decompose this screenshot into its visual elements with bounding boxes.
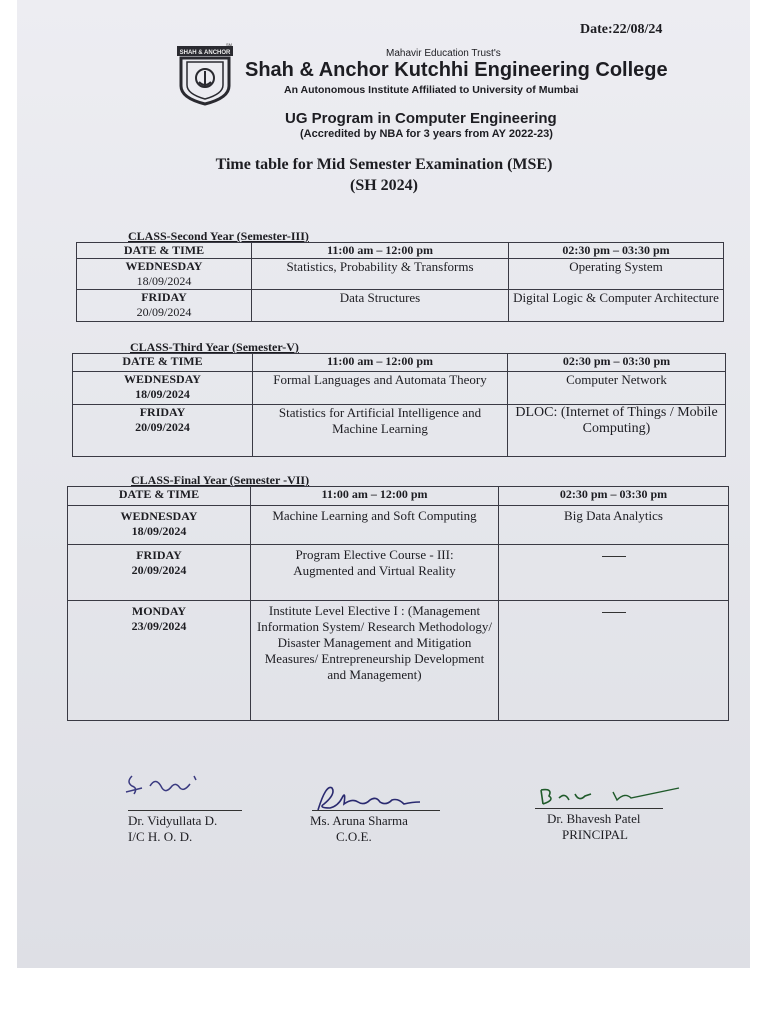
day-cell — [68, 545, 251, 601]
affiliation: An Autonomous Institute Affiliated to University of Mumbai — [284, 84, 579, 96]
signatory-name-coe: Ms. Aruna Sharma — [310, 813, 408, 828]
day-date: 20/09/2024 — [135, 420, 190, 434]
table-row — [73, 372, 726, 405]
slot-morning: Institute Level Elective I : (Management Information System/ Research Methodology/ Disaster Management and Mitigation Measures/ Entrepreneurship Development and Management) — [251, 601, 499, 721]
college-logo — [177, 42, 235, 106]
logo-tm: SM — [226, 42, 232, 47]
class-label-second-year: CLASS-Second Year (Semester-III) — [128, 229, 309, 243]
empty-dash — [602, 612, 626, 613]
class-label-third-year: CLASS-Third Year (Semester-V) — [130, 340, 299, 354]
header-slot-morning: 11:00 am – 12:00 pm — [253, 354, 508, 372]
day-name: FRIDAY — [136, 548, 182, 562]
slot-afternoon-empty — [499, 601, 729, 721]
signature-line-hod — [128, 810, 242, 811]
header-slot-afternoon: 02:30 pm – 03:30 pm — [508, 354, 726, 372]
day-date: 23/09/2024 — [131, 619, 187, 633]
header-slot-afternoon: 02:30 pm – 03:30 pm — [499, 487, 729, 506]
signatory-name-principal: Dr. Bhavesh Patel — [547, 811, 641, 826]
day-name: MONDAY — [131, 604, 187, 618]
signatory-name-hod: Dr. Vidyullata D. — [128, 813, 218, 828]
day-name: WEDNESDAY — [124, 372, 201, 386]
day-cell — [77, 290, 252, 322]
slot-morning: Statistics for Artificial Intelligence and Machine Learning — [253, 405, 508, 457]
day-cell — [73, 372, 253, 405]
slot-morning: Program Elective Course - III: Augmented and Virtual Reality — [251, 545, 499, 601]
header-date-time: DATE & TIME — [77, 243, 252, 259]
slot-afternoon: DLOC: (Internet of Things / Mobile Computing) — [508, 405, 726, 457]
table-row — [68, 506, 729, 545]
signatory-role-hod: I/C H. O. D. — [128, 829, 193, 844]
day-name: FRIDAY — [141, 290, 187, 304]
timetable-second-year — [76, 242, 724, 322]
slot-morning: Data Structures — [252, 290, 509, 322]
slot-afternoon: Big Data Analytics — [499, 506, 729, 545]
program-name: UG Program in Computer Engineering — [285, 110, 557, 127]
header-slot-afternoon: 02:30 pm – 03:30 pm — [509, 243, 724, 259]
header-date-time: DATE & TIME — [68, 487, 251, 506]
day-date: 18/09/2024 — [136, 274, 192, 288]
class-label-final-year: CLASS-Final Year (Semester -VII) — [131, 473, 310, 487]
slot-afternoon: Digital Logic & Computer Architecture — [509, 290, 724, 322]
day-cell — [68, 506, 251, 545]
day-cell — [68, 601, 251, 721]
day-name: WEDNESDAY — [125, 259, 203, 273]
slot-morning: Statistics, Probability & Transforms — [252, 259, 509, 290]
timetable-third-year — [72, 353, 726, 457]
slot-morning: Machine Learning and Soft Computing — [251, 506, 499, 545]
timetable-final-year — [67, 486, 729, 721]
day-date: 20/09/2024 — [136, 305, 192, 319]
signatory-role-coe: C.O.E. — [336, 829, 372, 844]
empty-dash — [602, 556, 626, 557]
header-slot-morning: 11:00 am – 12:00 pm — [252, 243, 509, 259]
table-row — [77, 259, 724, 290]
header-slot-morning: 11:00 am – 12:00 pm — [251, 487, 499, 506]
signature-line-principal — [535, 808, 663, 809]
logo-text: SHAH & ANCHOR — [179, 50, 231, 56]
day-date: 18/09/2024 — [135, 387, 190, 401]
table-row — [77, 290, 724, 322]
timetable-subtitle: (SH 2024) — [350, 177, 418, 194]
table-row — [73, 405, 726, 457]
header-date-time: DATE & TIME — [73, 354, 253, 372]
document-date: Date:22/08/24 — [580, 22, 663, 37]
college-name: Shah & Anchor Kutchhi Engineering College — [245, 59, 668, 81]
accreditation: (Accredited by NBA for 3 years from AY 2022-23) — [300, 128, 553, 140]
day-date: 18/09/2024 — [131, 524, 187, 538]
day-name: WEDNESDAY — [120, 509, 198, 523]
trust-name: Mahavir Education Trust's — [386, 48, 501, 59]
signature-hod — [122, 768, 212, 808]
slot-morning: Formal Languages and Automata Theory — [253, 372, 508, 405]
day-cell — [73, 405, 253, 457]
signature-line-coe — [312, 810, 440, 811]
slot-afternoon-empty — [499, 545, 729, 601]
slot-afternoon: Operating System — [509, 259, 724, 290]
timetable-title: Time table for Mid Semester Examination (MSE) — [215, 156, 553, 173]
table-row — [68, 601, 729, 721]
slot-afternoon: Computer Network — [508, 372, 726, 405]
table-row — [68, 545, 729, 601]
signatory-role-principal: PRINCIPAL — [562, 827, 628, 842]
day-name: FRIDAY — [139, 405, 186, 419]
day-date: 20/09/2024 — [131, 563, 187, 577]
day-cell — [77, 259, 252, 290]
